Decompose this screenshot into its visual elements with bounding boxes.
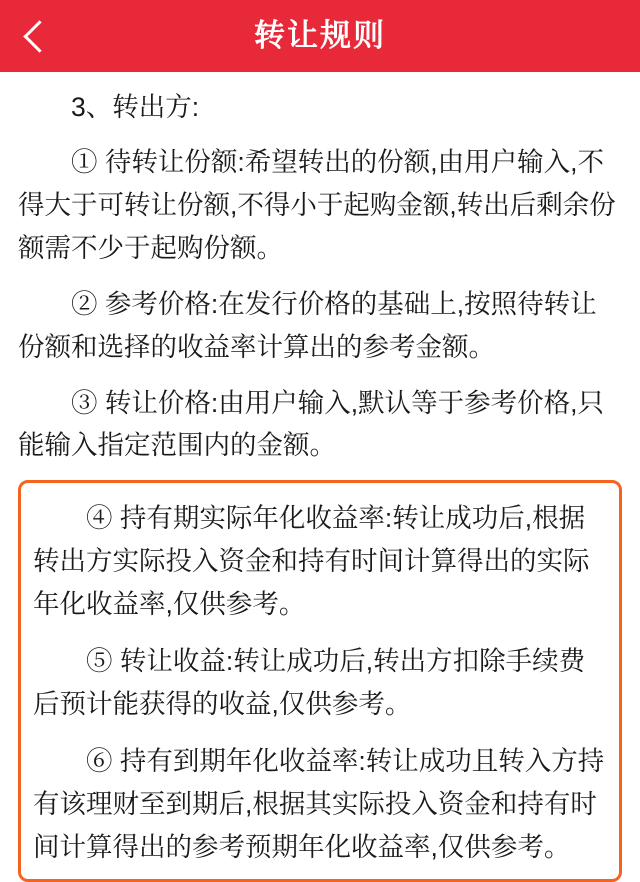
back-button[interactable]	[28, 0, 84, 72]
rule-item-5: ⑤ 转让收益:转让成功后,转出方扣除手续费后预计能获得的收益,仅供参考。	[33, 646, 586, 720]
rule-item-2: ② 参考价格:在发行价格的基础上,按照待转让份额和选择的收益率计算出的参考金额。	[18, 288, 597, 362]
rule-item-3: ③ 转让价格:由用户输入,默认等于参考价格,只能输入指定范围内的金额。	[18, 387, 604, 461]
rule-item-6: ⑥ 持有到期年化收益率:转让成功且转入方持有该理财至到期后,根据其实际投入资金和持有时间计算得出的参考预期年化收益率,仅供参考。	[33, 745, 605, 862]
rule-item-1: ① 待转让份额:希望转出的份额,由用户输入,不得大于可转让份额,不得小于起购金额,转出后剩余份额需不少于起购份额。	[18, 146, 616, 263]
chevron-left-icon	[23, 20, 56, 53]
page-header	[0, 0, 640, 72]
section-heading: 3、转出方:	[71, 92, 200, 122]
highlighted-rules-box	[18, 480, 622, 881]
rules-content	[0, 72, 640, 882]
page-title: 转让规则	[254, 18, 386, 53]
rule-item-4: ④ 持有期实际年化收益率:转让成功后,根据转出方实际投入资金和持有时间计算得出的实际年化收益率,仅供参考。	[33, 503, 590, 620]
